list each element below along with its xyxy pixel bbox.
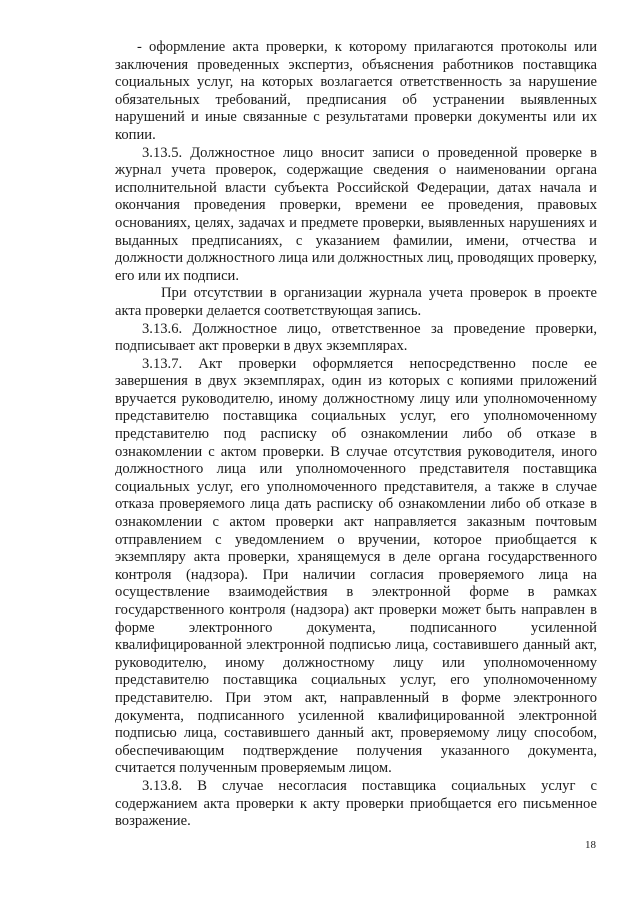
body-text: [115, 39, 597, 831]
paragraph-journal-absence: При отсутствии в организации журнала учета проверок в проекте акта проверки делается соответствующая запись.: [115, 285, 597, 319]
paragraph-3-13-8: 3.13.8. В случае несогласия поставщика социальных услуг с содержанием акта проверки к акту проверки приобщается его письменное возражение.: [115, 777, 597, 830]
paragraph-act-contents: - оформление акта проверки, к которому прилагаются протоколы или заключения проведенных экспертиз, объяснения работников поставщика социальных услуг, на которых возлагается ответственность за нарушение обязательных требований, предписания об устранении выявленных нарушений и иные связанные с результатами проверки документы или их копии.: [115, 39, 597, 143]
paragraph-3-13-5: 3.13.5. Должностное лицо вносит записи о проведенной проверке в журнал учета проверок, содержащие сведения о наименовании органа исполнительной власти субъекта Российской Федерации, датах начала и окончания проведения проверки, времени ее проведения, правовых основаниях, целях, задачах и предмете проверки, выявленных нарушениях и выданных предписаниях, с указанием фамилии, имени, отчества и должности должностного лица или должностных лиц, проводящих проверку, его или их подписи.: [115, 144, 597, 284]
page-number: 18: [585, 839, 596, 851]
paragraph-3-13-7: 3.13.7. Акт проверки оформляется непосредственно после ее завершения в двух экземплярах, один из которых с копиями приложений вручается руководителю, иному должностному лицу или уполномоченному представителю поставщика социальных услуг, его уполномоченному представителю под расписку об ознакомлении либо об отказе в ознакомлении с актом проверки. В случае отсутствия руководителя, иного должностного лица или уполномоченного представителя поставщика социальных услуг, его уполномоченного представителя, а также в случае отказа проверяемого лица дать расписку об ознакомлении либо об отказе в ознакомлении с актом проверки акт направляется заказным почтовым отправлением с уведомлением о вручении, которое приобщается к экземпляру акта проверки, хранящемуся в деле органа государственного контроля (надзора). При наличии согласия проверяемого лица на осуществление взаимодействия в электронной форме в рамках государственного контроля (надзора) акт проверки может быть направлен в форме электронного документа, подписанного усиленной квалифицированной электронной подписью лица, составившего данный акт, руководителю, иному должностному лицу или уполномоченному представителю поставщика социальных услуг, его уполномоченному представителю. При этом акт, направленный в форме электронного документа, подписанного усиленной квалифицированной электронной подписью лица, составившего данный акт, проверяемому лицу способом, обеспечивающим подтверждение получения указанного документа, считается полученным проверяемым лицом.: [115, 355, 597, 777]
paragraph-3-13-6: 3.13.6. Должностное лицо, ответственное за проведение проверки, подписывает акт проверки в двух экземплярах.: [115, 320, 597, 355]
